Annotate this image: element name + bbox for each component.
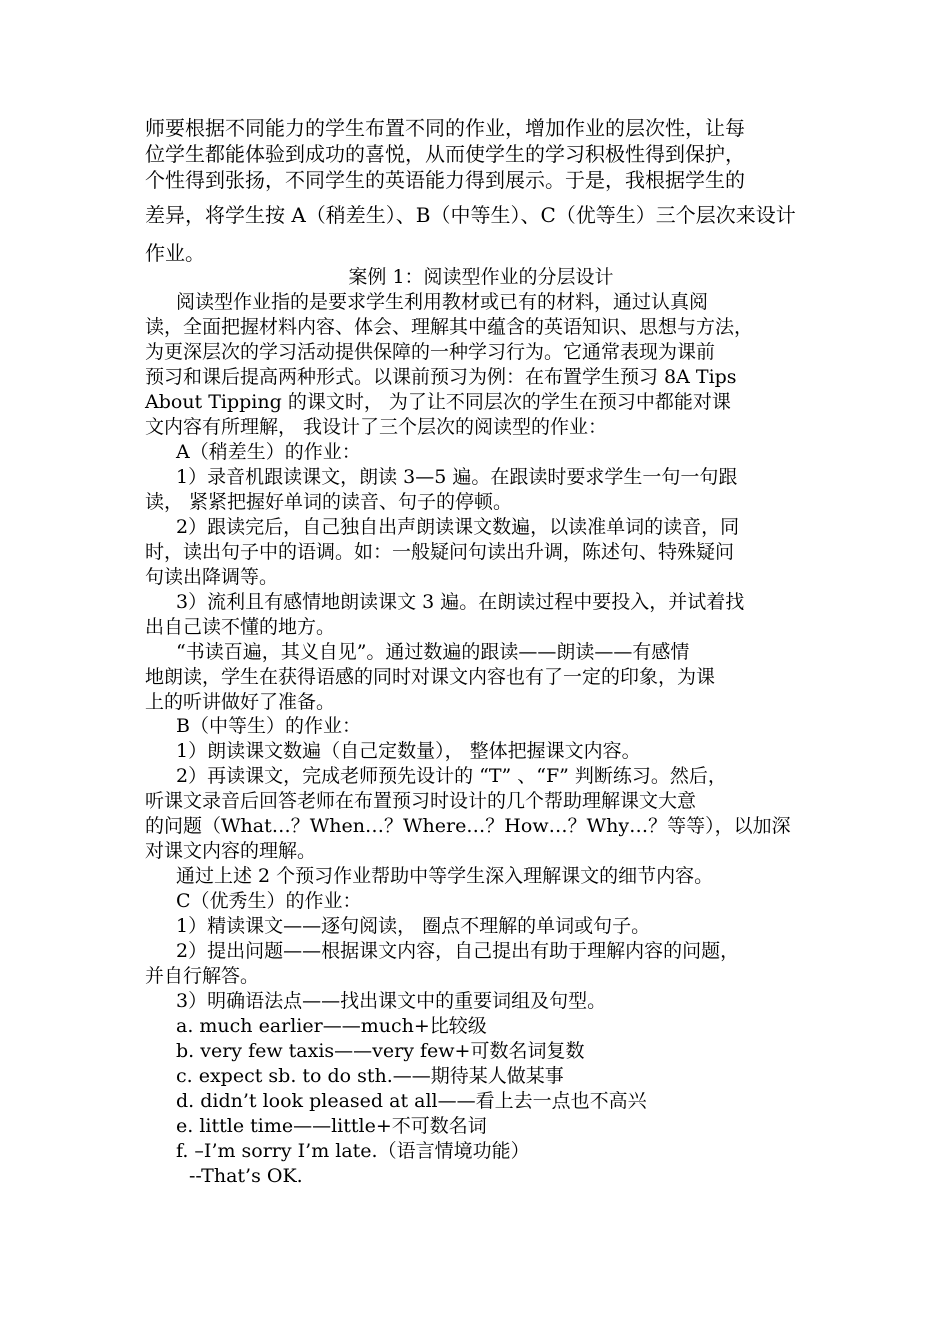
body-line-27: 2）提出问题——根据课文内容，自己提出有助于理解内容的问题， [176,940,740,962]
body-line-35: f. –I’m sorry I’m late.（语言情境功能） [176,1140,530,1162]
body-line-32: c. expect sb. to do sth.——期待某人做某事 [176,1065,564,1087]
body-line-33: d. didn’t look pleased at all——看上去一点也不高兴 [176,1090,647,1112]
body-line-7: A（稍差生）的作业： [176,441,361,463]
body-line-17: 上的听讲做好了准备。 [145,691,336,713]
body-line-9: 读， 紧紧把握好单词的读音、句子的停顿。 [145,491,513,513]
body-line-36: --That’s OK. [189,1165,303,1187]
body-line-18: B（中等生）的作业： [176,715,361,737]
intro-line-1: 师要根据不同能力的学生布置不同的作业，增加作业的层次性，让每 [145,116,745,140]
intro-line-2: 位学生都能体验到成功的喜悦，从而使学生的学习积极性得到保护， [145,142,745,166]
body-line-4: 预习和课后提高两种形式。以课前预习为例：在布置学生预习 8A Tips [145,366,737,388]
body-line-19: 1）朗读课文数遍（自己定数量）， 整体把握课文内容。 [176,740,641,762]
body-line-14: 出自己读不懂的地方。 [145,616,336,638]
body-line-31: b. very few taxis——very few+可数名词复数 [176,1040,585,1062]
body-line-10: 2）跟读完后，自己独自出声朗读课文数遍，以读准单词的读音，同 [176,516,740,538]
body-line-22: 的问题（What…？When…？Where…？How…？Why…？等等），以加深 [145,815,791,837]
intro-line-4: 差异，将学生按 A（稍差生）、B（中等生）、C（优等生）三个层次来设计 [145,203,796,227]
body-line-30: a. much earlier——much+比较级 [176,1015,487,1037]
body-line-21: 听课文录音后回答老师在布置预习时设计的几个帮助理解课文大意 [145,790,697,812]
body-line-26: 1）精读课文——逐句阅读， 圈点不理解的单词或句子。 [176,915,651,937]
body-line-5: About Tipping 的课文时， 为了让不同层次的学生在预习中都能对课 [145,391,731,413]
body-line-20: 2）再读课文，完成老师预先设计的 “T” 、“F” 判断练习。然后， [176,765,727,787]
body-line-29: 3）明确语法点——找出课文中的重要词组及句型。 [176,990,607,1012]
body-line-23: 对课文内容的理解。 [145,840,317,862]
section-title: 案例 1：阅读型作业的分层设计 [348,266,614,288]
body-line-12: 句读出降调等。 [145,566,279,588]
body-line-6: 文内容有所理解， 我设计了三个层次的阅读型的作业： [145,416,608,438]
body-line-15: “书读百遍，其义自见”。通过数遍的跟读——朗读——有感情 [176,641,690,663]
body-line-8: 1）录音机跟读课文，朗读 3—5 遍。在跟读时要求学生一句一句跟 [176,466,738,488]
body-line-24: 通过上述 2 个预习作业帮助中等学生深入理解课文的细节内容。 [176,865,714,887]
intro-line-5: 作业。 [145,241,205,265]
intro-line-3: 个性得到张扬，不同学生的英语能力得到展示。于是，我根据学生的 [145,168,745,192]
body-line-1: 阅读型作业指的是要求学生利用教材或已有的材料，通过认真阅 [176,291,709,313]
body-line-16: 地朗读，学生在获得语感的同时对课文内容也有了一定的印象，为课 [145,666,716,688]
body-line-13: 3）流利且有感情地朗读课文 3 遍。在朗读过程中要投入，并试着找 [176,591,745,613]
body-line-11: 时，读出句子中的语调。如：一般疑问句读出升调，陈述句、特殊疑问 [145,541,735,563]
body-line-3: 为更深层次的学习活动提供保障的一种学习行为。它通常表现为课前 [145,341,716,363]
body-line-2: 读，全面把握材料内容、体会、理解其中蕴含的英语知识、思想与方法， [145,316,754,338]
body-line-25: C（优秀生）的作业： [176,890,362,912]
body-line-34: e. little time——little+不可数名词 [176,1115,487,1137]
body-line-28: 并自行解答。 [145,965,260,987]
